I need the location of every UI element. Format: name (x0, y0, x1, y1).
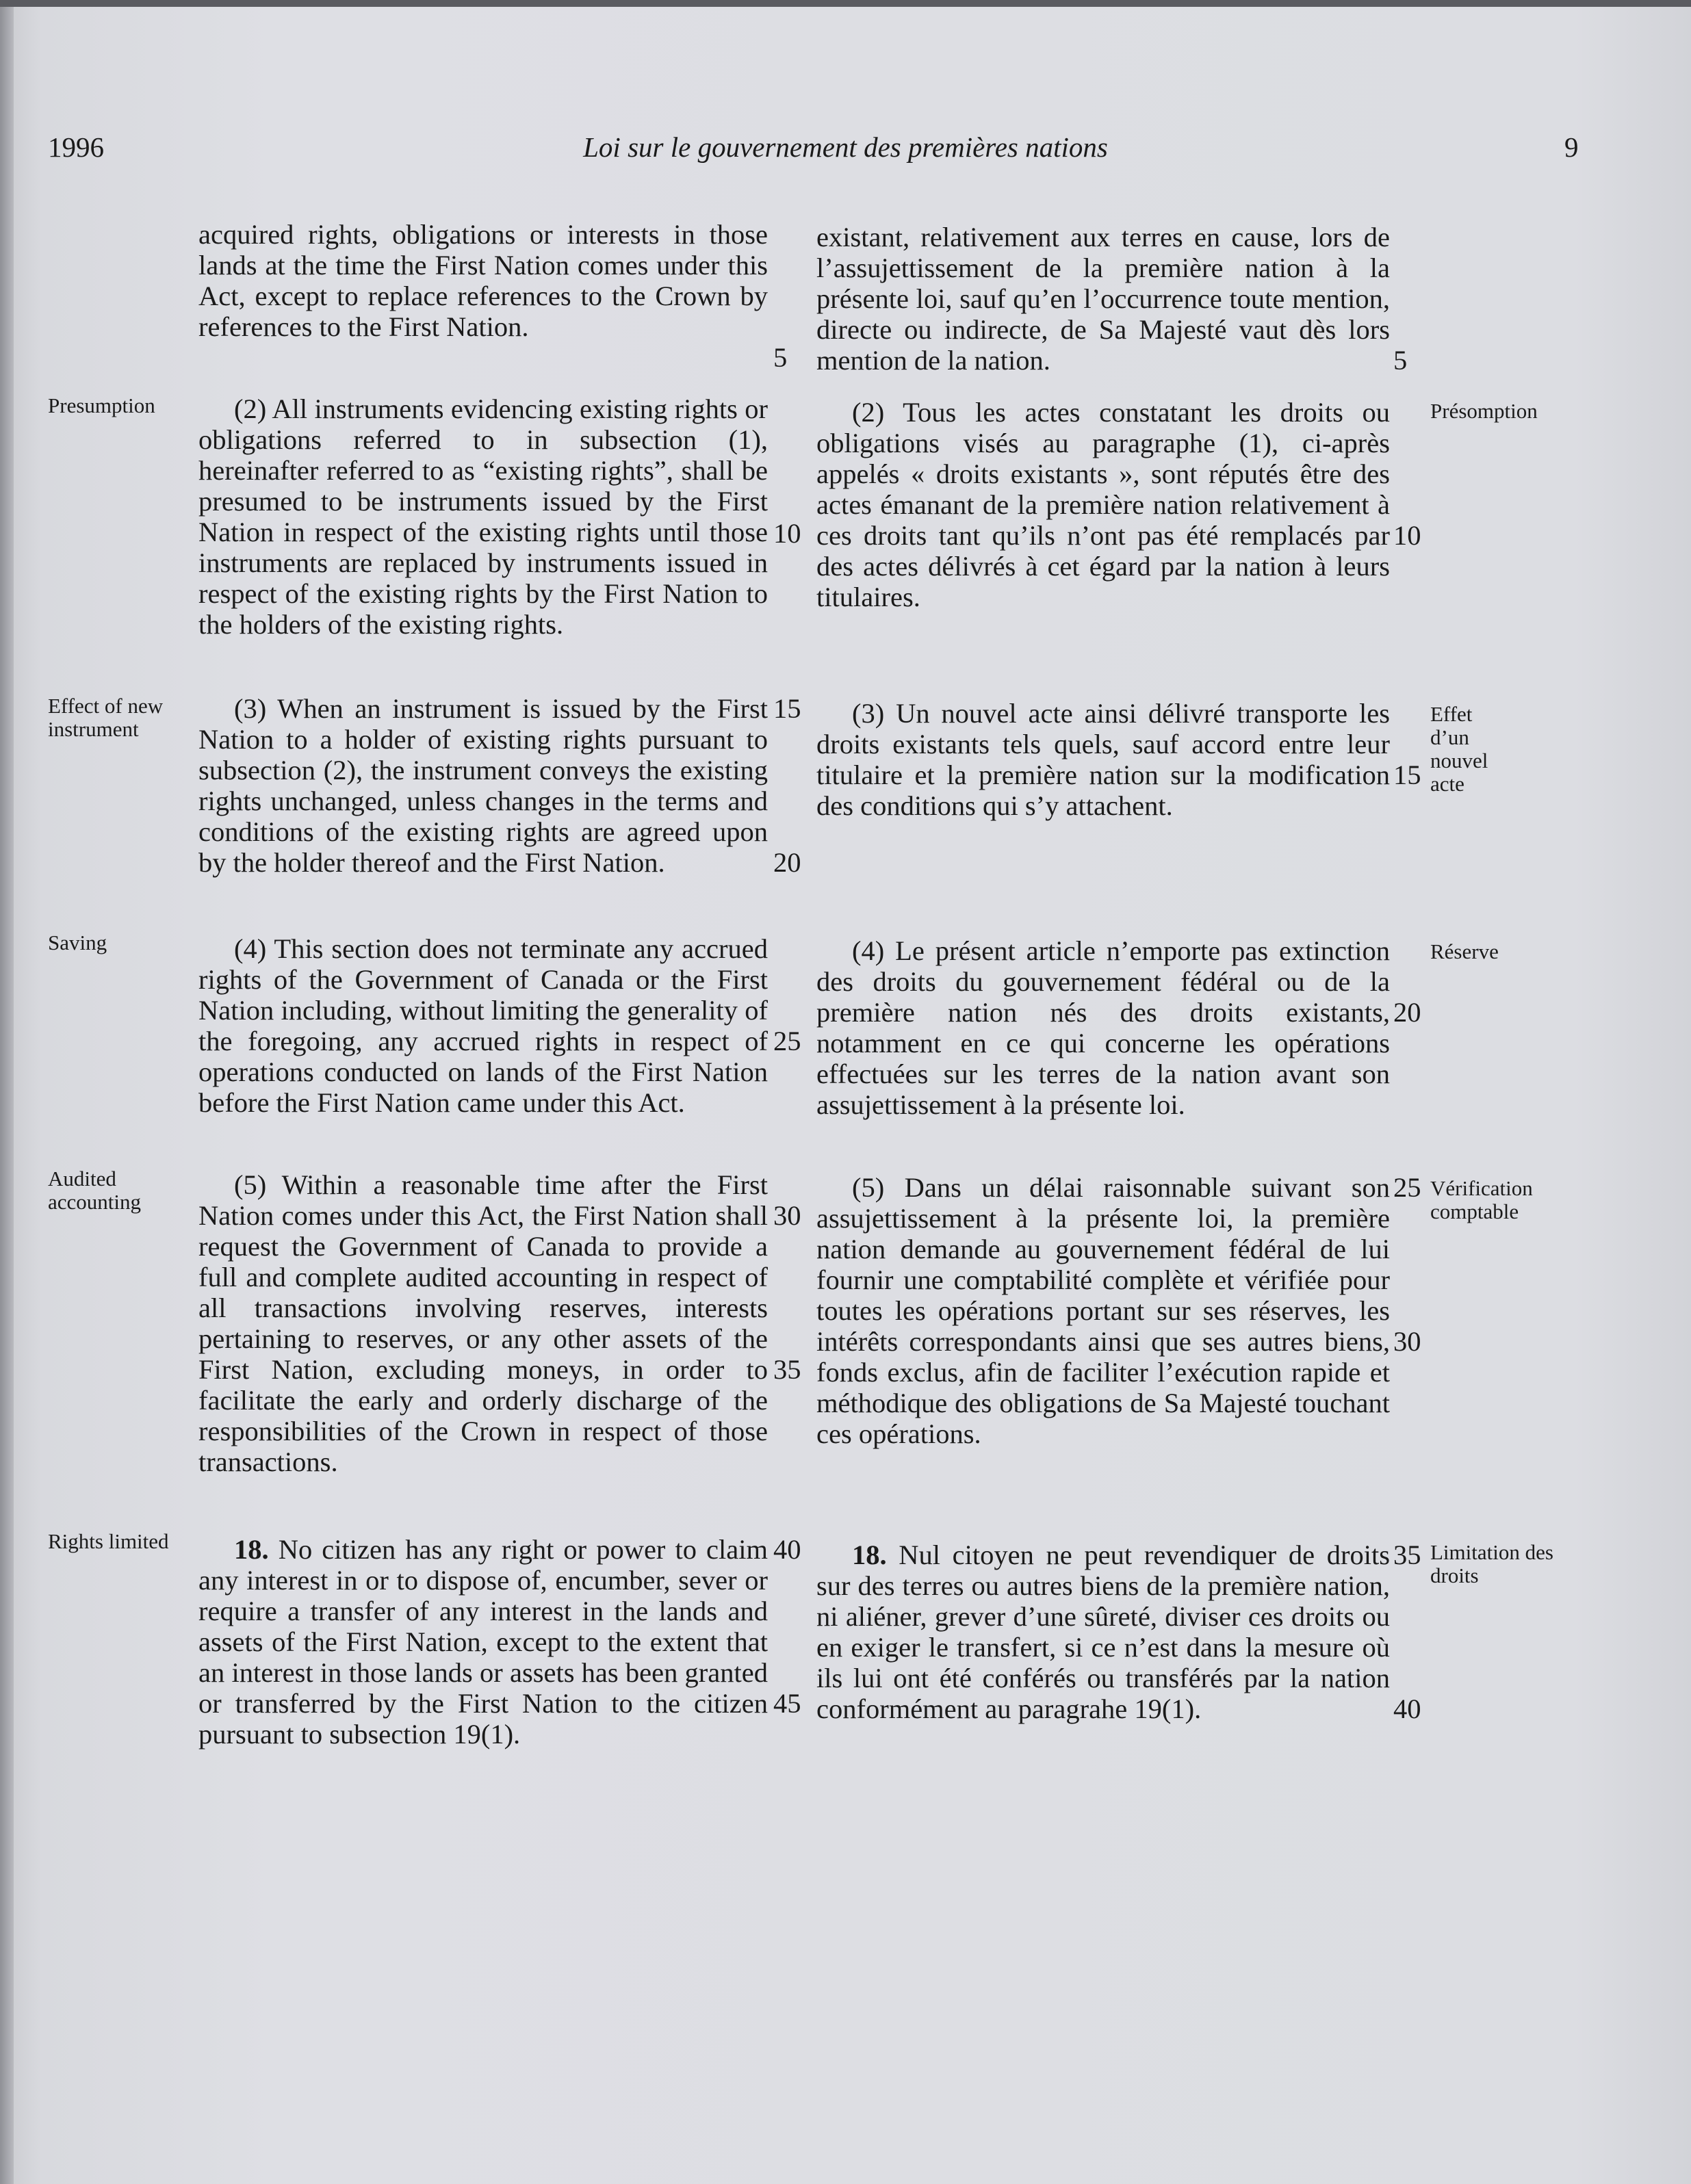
line-number: 5 (1393, 345, 1408, 376)
line-number: 15 (773, 693, 801, 724)
english-subsection-5 (198, 1169, 768, 1477)
english-subsection-4 (198, 933, 768, 1118)
binding-edge (0, 0, 14, 2184)
french-intro (816, 222, 1390, 376)
margin-note-limitation: Limitation des droits (1430, 1540, 1553, 1587)
french-sub2-text: (2) Tous les actes constatant les droits ou obligations visés au paragraphe (1), ci-après appelés « droits existants », sont réputés être des actes émanant de la première nation relativement à ces droits tant qu’ils n’ont pas été remplacés par des actes délivrés à cet égard par la nation à leurs titulaires. (816, 397, 1390, 612)
line-number: 35 (1393, 1539, 1421, 1570)
page-number: 9 (1564, 131, 1579, 163)
line-number: 30 (773, 1200, 801, 1231)
header-year: 1996 (48, 131, 104, 163)
french-subsection-2 (816, 397, 1390, 612)
french-subsection-4 (816, 935, 1390, 1120)
margin-note-presomption: Présomption (1430, 399, 1538, 423)
french-section-18 (816, 1539, 1390, 1724)
french-intro-text: existant, relativement aux terres en cause, lors de l’assujettissement de la première nation à la présente loi, sauf qu’en l’occurrence toute mention, directe ou indirecte, de Sa Majesté vaut dès lors mention de la nation. (816, 222, 1390, 376)
french-subsection-3 (816, 698, 1390, 821)
line-number: 40 (773, 1534, 801, 1565)
line-number: 25 (1393, 1172, 1421, 1203)
line-number: 10 (773, 518, 801, 549)
english-sub5-text: (5) Within a reasonable time after the First Nation comes under this Act, the First Nation shall request the Government of Canada to provide a full and complete audited accounting in respect of all transactions involving reserves, interests pertaining to reserves, or any other assets of the First Nation, excluding moneys, in order to facilitate the early and orderly discharge of the responsibilities of the Crown in respect of those transactions. (198, 1169, 768, 1477)
french-subsection-5 (816, 1172, 1390, 1449)
header-title: Loi sur le gouvernement des premières nations (583, 131, 1108, 163)
line-number: 15 (1393, 759, 1421, 790)
margin-note-effet: Effet d’un nouvel acte (1430, 702, 1488, 796)
line-number: 5 (773, 342, 788, 373)
french-section-number: 18. (852, 1539, 887, 1570)
line-number: 20 (773, 847, 801, 878)
english-intro (198, 219, 768, 342)
margin-note-presumption: Presumption (48, 393, 155, 417)
line-number: 25 (773, 1026, 801, 1056)
margin-note-rights: Rights limited (48, 1529, 169, 1553)
english-intro-text: acquired rights, obligations or interests in those lands at the time the First Nation comes under this Act, except to replace references to the Crown by references to the First Nation. (198, 219, 768, 342)
line-number: 30 (1393, 1326, 1421, 1357)
english-subsection-2 (198, 393, 768, 640)
french-sub3-text: (3) Un nouvel acte ainsi délivré transporte les droits existants tels quels, sauf accord entre leur titulaire et la première nation sur la modification des conditions qui s’y attachent. (816, 698, 1390, 821)
french-s18-text: Nul citoyen ne peut revendiquer de droits sur des terres ou autres biens de la première nation, ni aliéner, grever d’une sûreté, diviser ces droits ou en exiger le transfert, si ce n’est dans la mesure où ils lui ont été conférés ou transférés par la nation conformément au paragrahe 19(1). (816, 1539, 1390, 1724)
margin-note-verification: Vérification comptable (1430, 1176, 1533, 1223)
english-s18-text: No citizen has any right or power to claim any interest in or to dispose of, encumber, sever or require a transfer of any interest in the lands and assets of the First Nation, except to the extent that an interest in those lands or assets has been granted or transferred by the First Nation to the citizen pursuant to subsection 19(1). (198, 1534, 769, 1750)
line-number: 45 (773, 1688, 801, 1719)
english-section-number: 18. (234, 1534, 269, 1565)
french-sub5-text: (5) Dans un délai raisonnable suivant son assujettissement à la présente loi, la première nation demande au gouvernement fédéral de lui fournir une comptabilité complète et vérifiée pour toutes les opérations portant sur ses réserves, les intérêts correspondants ainsi que ses autres biens, fonds exclus, afin de faciliter l’exécution rapide et méthodique des obligations de Sa Majesté touchant ces opérations. (816, 1172, 1390, 1449)
line-number: 35 (773, 1354, 801, 1385)
english-sub2-text: (2) All instruments evidencing existing rights or obligations referred to in subsection (1), hereinafter referred to as “existing rights”, shall be presumed to be instruments issued by the First Nation in respect of the existing rights until those instruments are replaced by instruments issued in respect of the existing rights by the First Nation to the holders of the existing rights. (198, 393, 768, 640)
line-number: 10 (1393, 520, 1421, 551)
margin-note-reserve: Réserve (1430, 939, 1499, 963)
english-section-18 (198, 1534, 768, 1750)
french-sub4-text: (4) Le présent article n’emporte pas extinction des droits du gouvernement fédéral ou de la première nation nés des droits existants, notamment en ce qui concerne les opérations effectuées sur les terres de la nation avant son assujettissement à la présente loi. (816, 935, 1390, 1120)
line-number: 40 (1393, 1693, 1421, 1724)
top-edge (0, 0, 1691, 7)
margin-note-saving: Saving (48, 931, 107, 954)
margin-note-audited: Audited accounting (48, 1167, 142, 1214)
english-subsection-3 (198, 693, 768, 878)
line-number: 20 (1393, 997, 1421, 1028)
english-sub4-text: (4) This section does not terminate any accrued rights of the Government of Canada or the First Nation including, without limiting the generality of the foregoing, any accrued rights in respect of operations conducted on lands of the First Nation before the First Nation came under this Act. (198, 933, 768, 1118)
margin-note-effect: Effect of new instrument (48, 694, 164, 741)
english-sub3-text: (3) When an instrument is issued by the First Nation to a holder of existing rights pursuant to subsection (2), the instrument conveys the existing rights unchanged, unless changes in the terms and conditions of the existing rights are agreed upon by the holder thereof and the First Nation. (198, 693, 768, 878)
